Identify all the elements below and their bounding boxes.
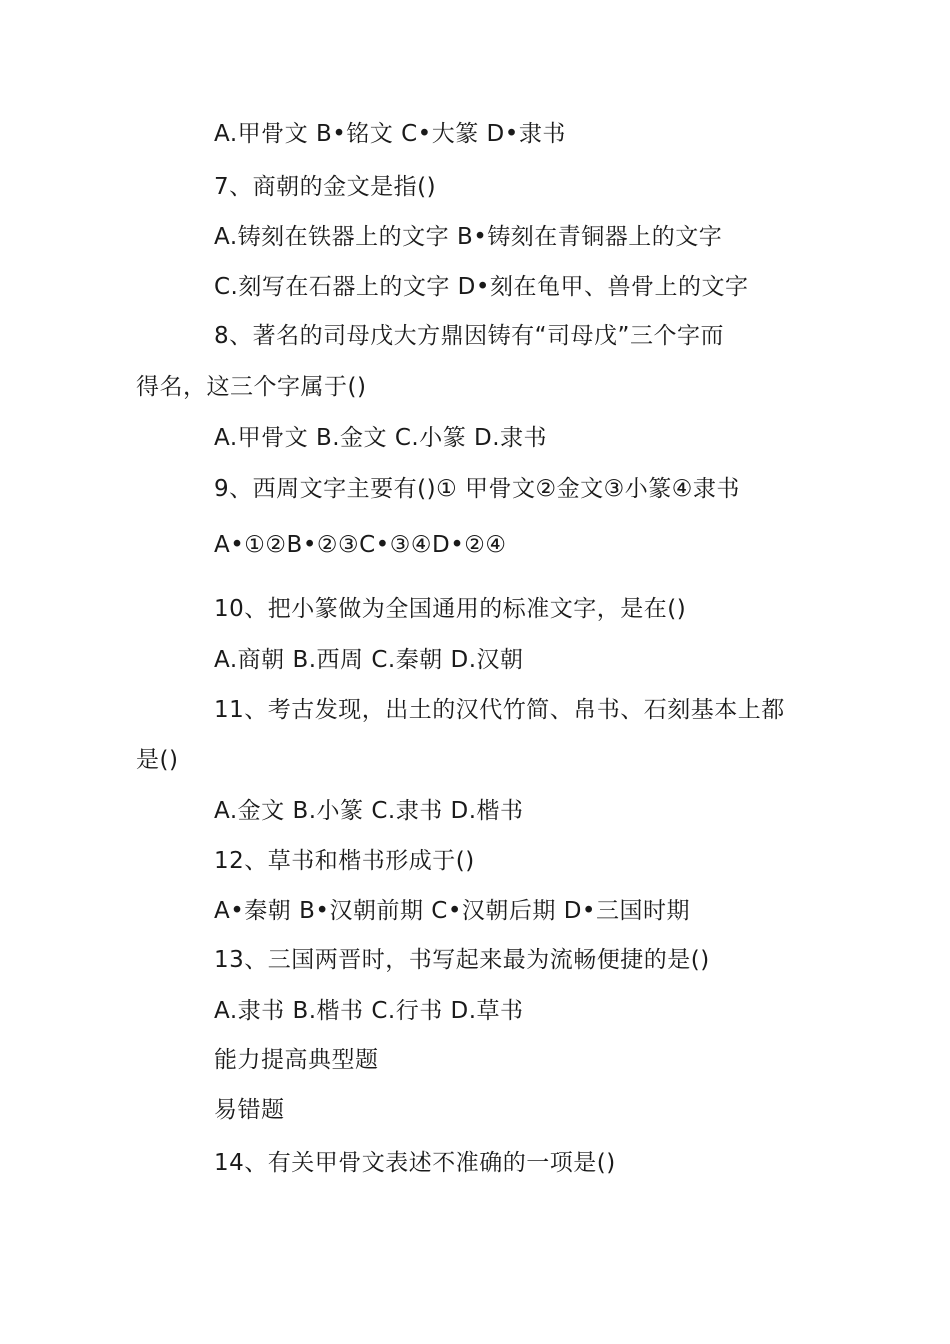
q11-question-line1: 11、考古发现，出土的汉代竹简、帛书、石刻基本上都 — [214, 697, 785, 723]
q13-options: A.隶书 B.楷书 C.行书 D.草书 — [214, 998, 524, 1024]
q12-question: 12、草书和楷书形成于() — [214, 848, 475, 874]
section-heading-ability: 能力提高典型题 — [214, 1047, 379, 1073]
q11-question-line2: 是() — [136, 747, 179, 773]
section-heading-error-prone: 易错题 — [214, 1097, 285, 1123]
q10-question: 10、把小篆做为全国通用的标准文字，是在() — [214, 596, 687, 622]
q13-question: 13、三国两晋时，书写起来最为流畅便捷的是() — [214, 947, 710, 973]
q8-question-line2: 得名，这三个字属于() — [136, 374, 367, 400]
q7-options-ab: A.铸刻在铁器上的文字 B•铸刻在青铜器上的文字 — [214, 224, 723, 250]
q12-options: A•秦朝 B•汉朝前期 C•汉朝后期 D•三国时期 — [214, 898, 690, 924]
q11-options: A.金文 B.小篆 C.隶书 D.楷书 — [214, 798, 524, 824]
q14-question: 14、有关甲骨文表述不准确的一项是() — [214, 1150, 616, 1176]
q9-options: A•①②B•②③C•③④D•②④ — [214, 532, 507, 558]
q8-options: A.甲骨文 B.金文 C.小篆 D.隶书 — [214, 425, 548, 451]
q7-options-cd: C.刻写在石器上的文字 D•刻在龟甲、兽骨上的文字 — [214, 274, 749, 300]
q6-options: A.甲骨文 B•铭文 C•大篆 D•隶书 — [214, 121, 566, 147]
q7-question: 7、商朝的金文是指() — [214, 174, 437, 200]
q9-question: 9、西周文字主要有()① 甲骨文②金文③小篆④隶书 — [214, 476, 740, 502]
q10-options: A.商朝 B.西周 C.秦朝 D.汉朝 — [214, 647, 524, 673]
q8-question-line1: 8、著名的司母戊大方鼎因铸有“司母戊”三个字而 — [214, 323, 724, 349]
